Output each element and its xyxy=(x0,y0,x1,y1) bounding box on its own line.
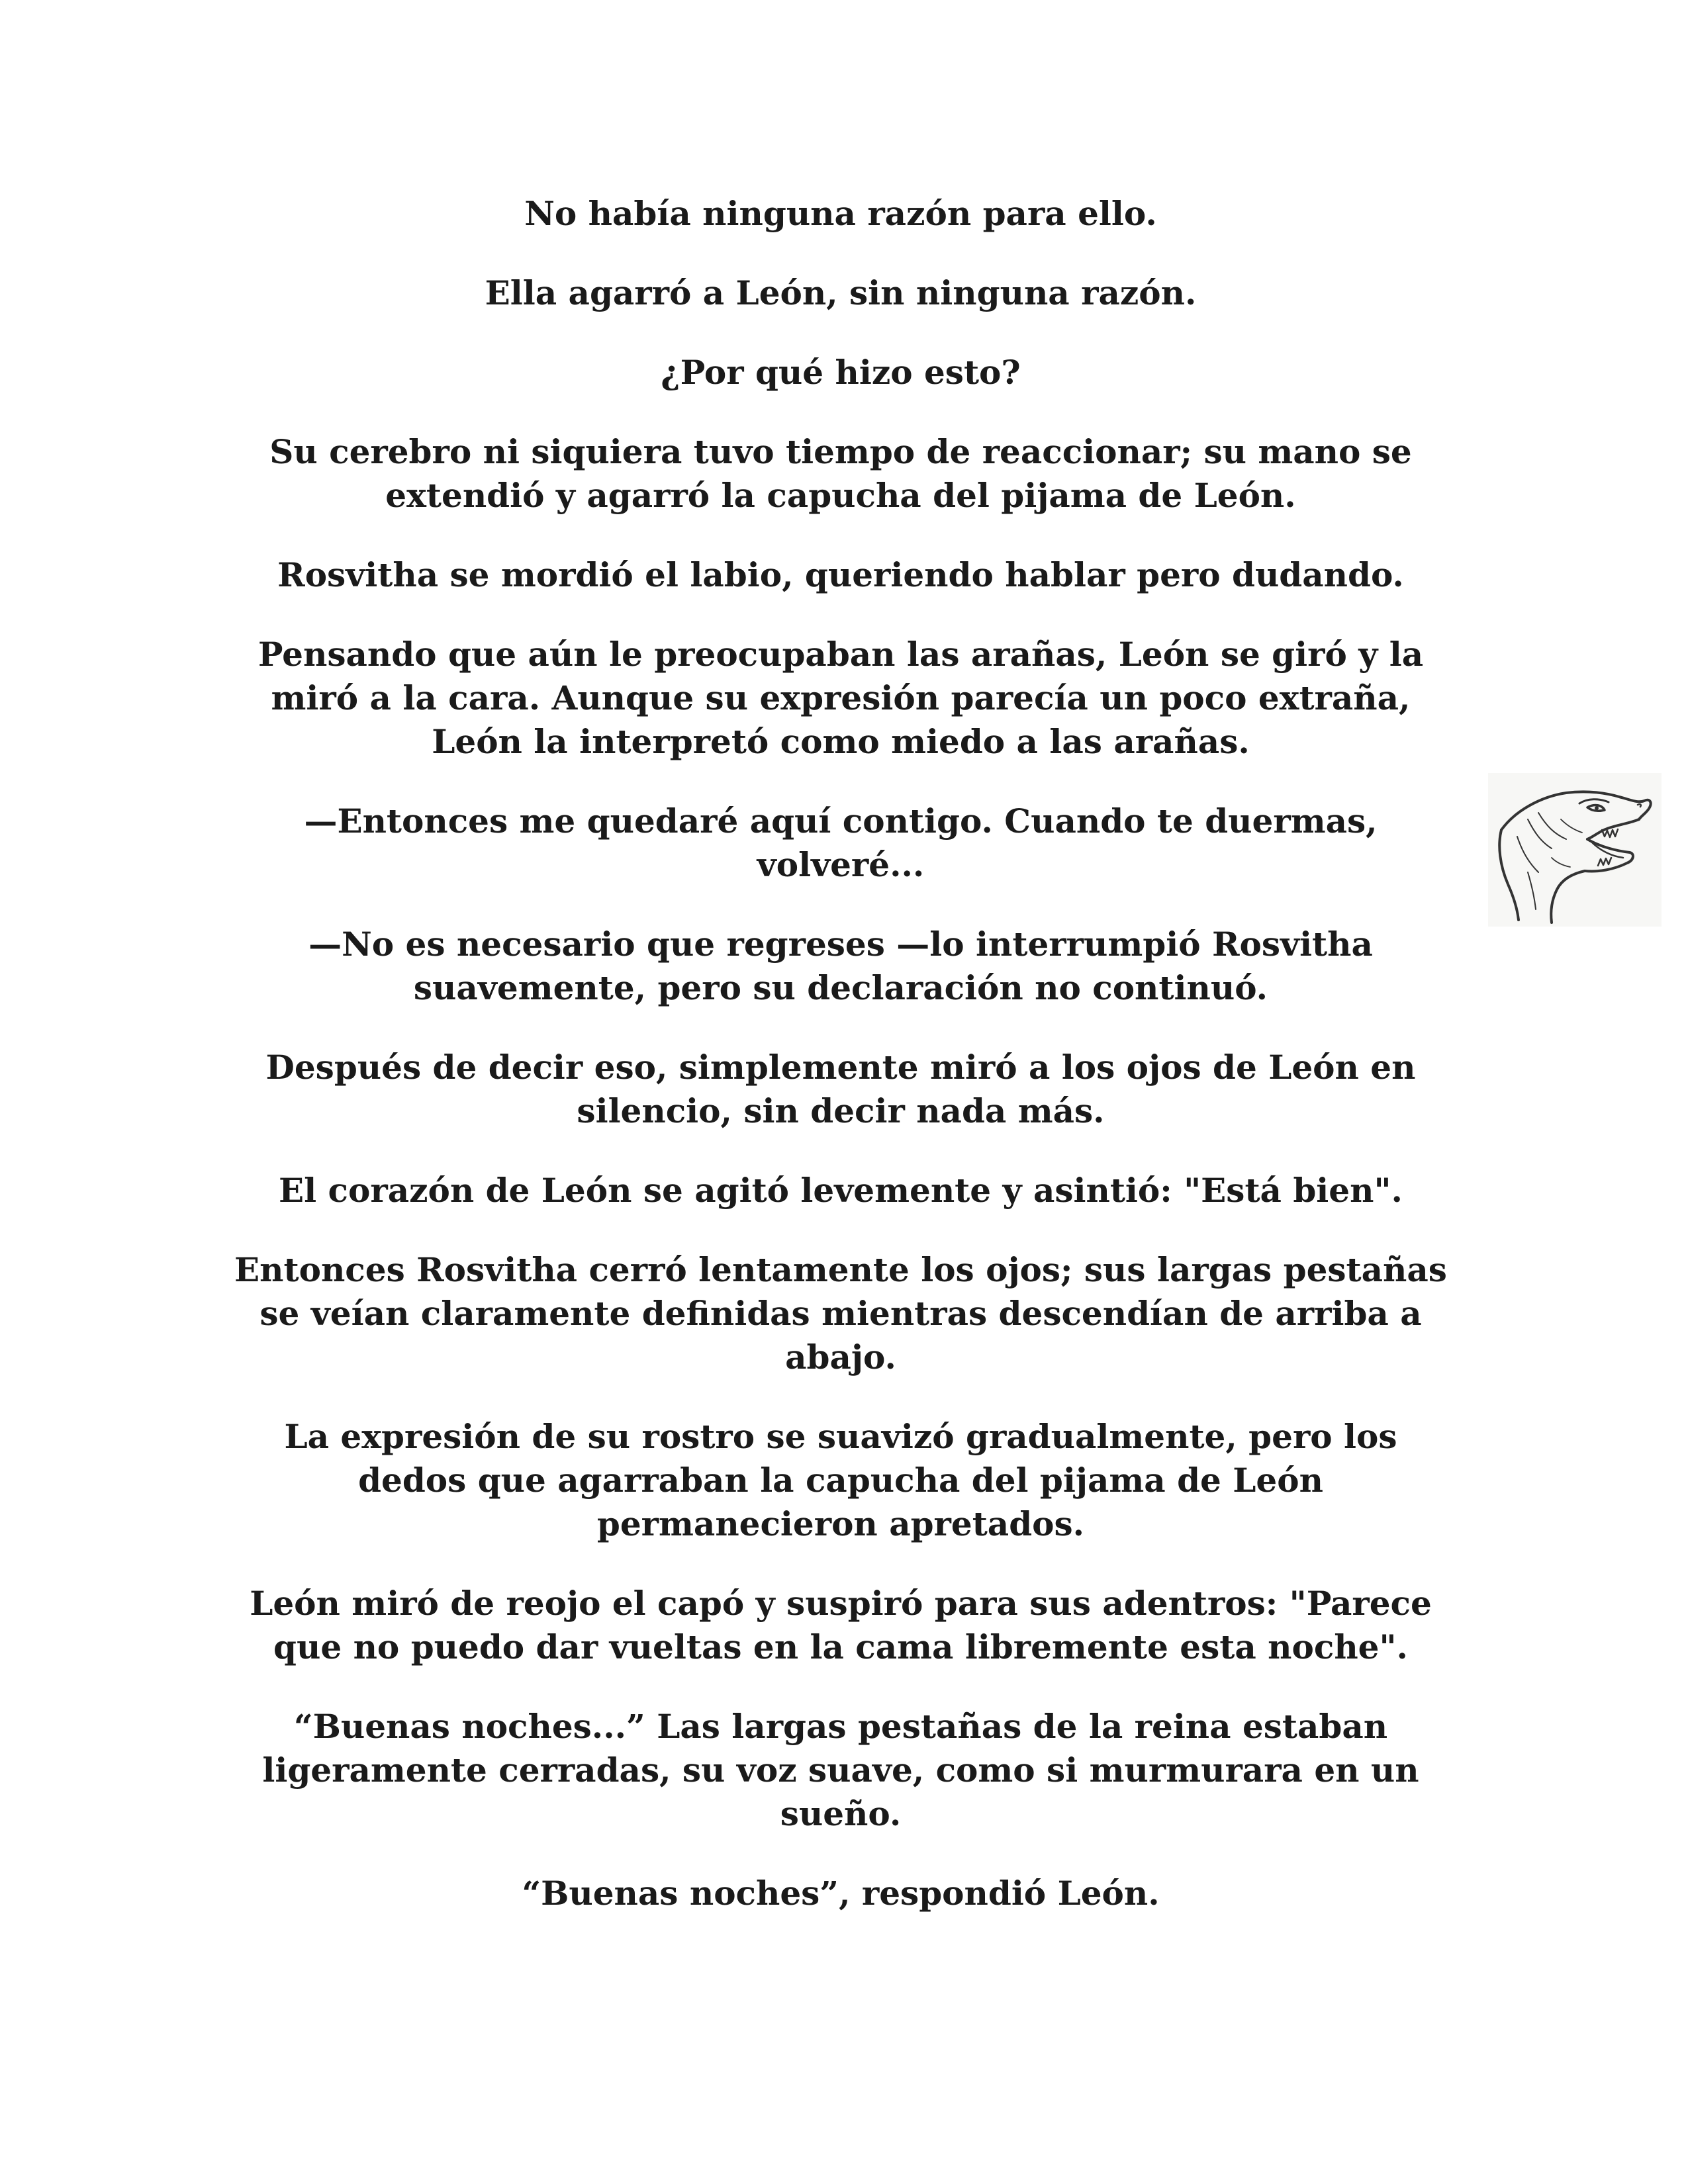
paragraph-14: “Buenas noches...” Las largas pestañas de la reina estaban ligeramente cerradas, su voz suave, como si murmurara en un sueño. xyxy=(262,1707,1419,1833)
paragraph-9: Después de decir eso, simplemente miró a los ojos de León en silencio, sin decir nada más. xyxy=(265,1048,1416,1130)
paragraph-7: —Entonces me quedaré aquí contigo. Cuando te duermas, volveré... xyxy=(304,801,1378,884)
paragraph-12: La expresión de su rostro se suavizó gradualmente, pero los dedos que agarraban la capucha del pijama de León permanecieron apretados. xyxy=(284,1417,1397,1543)
body-text xyxy=(225,192,1456,1951)
paragraph-15: “Buenas noches”, respondió León. xyxy=(522,1874,1160,1913)
paragraph-13: León miró de reojo el capó y suspiró para sus adentros: "Parece que no puedo dar vueltas en la cama libremente esta noche". xyxy=(250,1584,1432,1666)
paragraph-8: —No es necesario que regreses —lo interrumpió Rosvitha suavemente, pero su declaración no continuó. xyxy=(308,925,1373,1007)
paragraph-1: No había ninguna razón para ello. xyxy=(524,194,1157,233)
paragraph-10: El corazón de León se agitó levemente y asintió: "Está bien". xyxy=(279,1171,1403,1210)
dinosaur-head-sketch-icon xyxy=(1488,773,1662,927)
paragraph-3: ¿Por qué hizo esto? xyxy=(661,353,1021,392)
paragraph-2: Ella agarró a León, sin ninguna razón. xyxy=(485,273,1197,312)
paragraph-4: Su cerebro ni siquiera tuvo tiempo de reaccionar; su mano se extendió y agarró la capucha del pijama de León. xyxy=(269,432,1412,515)
paragraph-11: Entonces Rosvitha cerró lentamente los ojos; sus largas pestañas se veían claramente definidas mientras descendían de arriba a abajo. xyxy=(234,1250,1447,1377)
paragraph-5: Rosvitha se mordió el labio, queriendo hablar pero dudando. xyxy=(277,555,1404,594)
paragraph-6: Pensando que aún le preocupaban las arañas, León se giró y la miró a la cara. Aunque su expresión parecía un poco extraña, León la interpretó como miedo a las arañas. xyxy=(258,635,1424,761)
